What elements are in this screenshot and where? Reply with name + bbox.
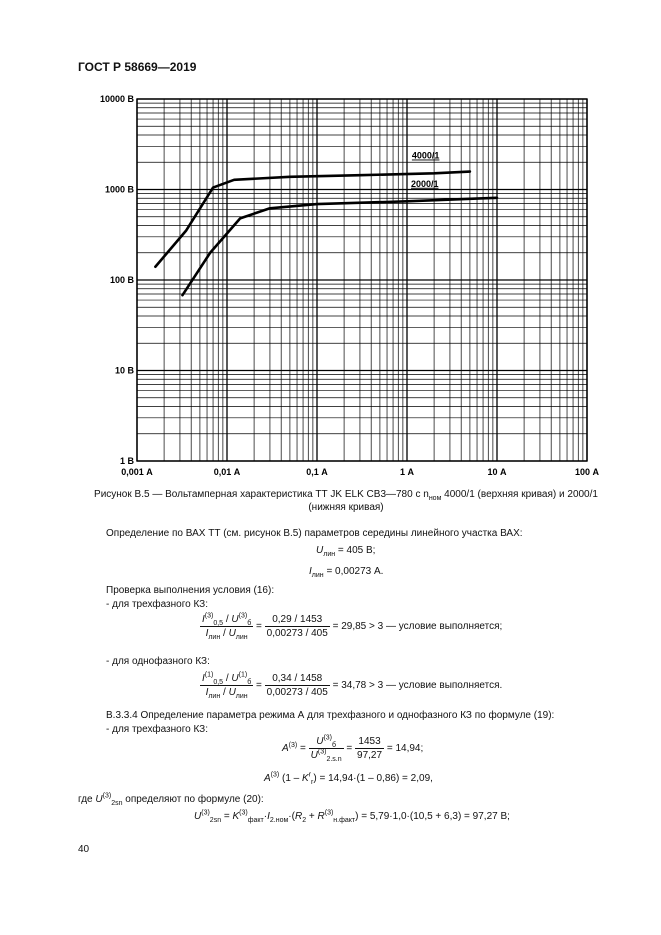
y-tick-label: 10 В xyxy=(114,365,134,376)
formula-check-single-phase: $\frac{I^{(1)}_{0,5} / U^{(1)}_б}{I_{лин} / U_{лин}}$ = $\frac{0,34 / 1458}{0,00273 / 405}$ = 34,78 > 3 — условие выполняется. xyxy=(202,671,503,700)
y-tick-label: 1000 В xyxy=(104,184,134,195)
x-tick-label: 0,001 А xyxy=(121,467,153,477)
document-header: ГОСТ Р 58669—2019 xyxy=(78,60,197,74)
three-phase-label-2: - для трехфазного КЗ: xyxy=(106,724,208,735)
figure-caption: Рисунок В.5 — Вольтамперная характеристика ТТ JK ELK CB3—780 с $n_{ном}$ 4000/1 (верхняя кривая) и 2000/1 (нижняя кривая) xyxy=(94,489,598,513)
chart-series-labels xyxy=(411,151,439,189)
formula-a3-corrected: $A^{(3)}$ $(1 - K^r_r) = 14,94\cdot(1 - 0,86) = 2,09$, xyxy=(264,771,433,786)
y-tick-label: 10000 В xyxy=(99,94,134,104)
where-line: где $U^{(3)}_{2sn}$ определяют по формуле (20): xyxy=(78,792,264,807)
y-tick-label: 1 В xyxy=(119,456,134,466)
chart-tick-labels xyxy=(100,94,600,477)
x-tick-label: 1 А xyxy=(399,467,415,477)
formula-a3: $A^{(3)}$ = $\frac{U^{(3)}_б}{U^{(3)}_{2.s.n}}$ = $\frac{1453}{97,27}$ = 14,94; xyxy=(282,734,424,763)
series-label: 2000/1 xyxy=(411,178,439,189)
paragraph-mode-a: В.3.3.4 Определение параметра режима А для трехфазного и однофазного КЗ по формуле (19): xyxy=(106,710,555,721)
formula-u2sn: $U^{(3)}_{2sn} = K^{(3)}_{факт}\cdot I_{2.ном}\cdot(R_2 + R^{(3)}_{н.факт}) = 5,79\cdot 1,0\cdot(10,5 + 6,3) = 97,27$ В; xyxy=(194,809,510,824)
formula-i-lin: $I_{лин} = 0,00273$ А. xyxy=(309,566,384,579)
formula-check-three-phase: $\frac{I^{(3)}_{0,5} / U^{(3)}_б}{I_{лин} / U_{лин}}$ = $\frac{0,29 / 1453}{0,00273 / 405}$ = 29,85 > 3 — условие выполняется; xyxy=(202,612,503,641)
x-tick-label: 10 А xyxy=(487,467,507,477)
y-tick-label: 100 В xyxy=(109,275,134,285)
x-tick-label: 100 А xyxy=(574,467,600,477)
series-label: 4000/1 xyxy=(411,150,440,161)
formula-u-lin: $U_{лин} = 405$ В; xyxy=(316,545,376,558)
paragraph-definition: Определение по ВАХ ТТ (см. рисунок В.5) параметров середины линейного участка ВАХ: xyxy=(106,528,523,539)
paragraph-check: Проверка выполнения условия (16): xyxy=(106,585,275,596)
x-tick-label: 0,01 А xyxy=(213,467,241,477)
three-phase-label: - для трехфазного КЗ: xyxy=(106,599,208,610)
chart-grid xyxy=(137,99,587,461)
x-tick-label: 0,1 А xyxy=(306,467,328,477)
page-number: 40 xyxy=(78,844,90,855)
single-phase-label: - для однофазного КЗ: xyxy=(106,656,210,667)
